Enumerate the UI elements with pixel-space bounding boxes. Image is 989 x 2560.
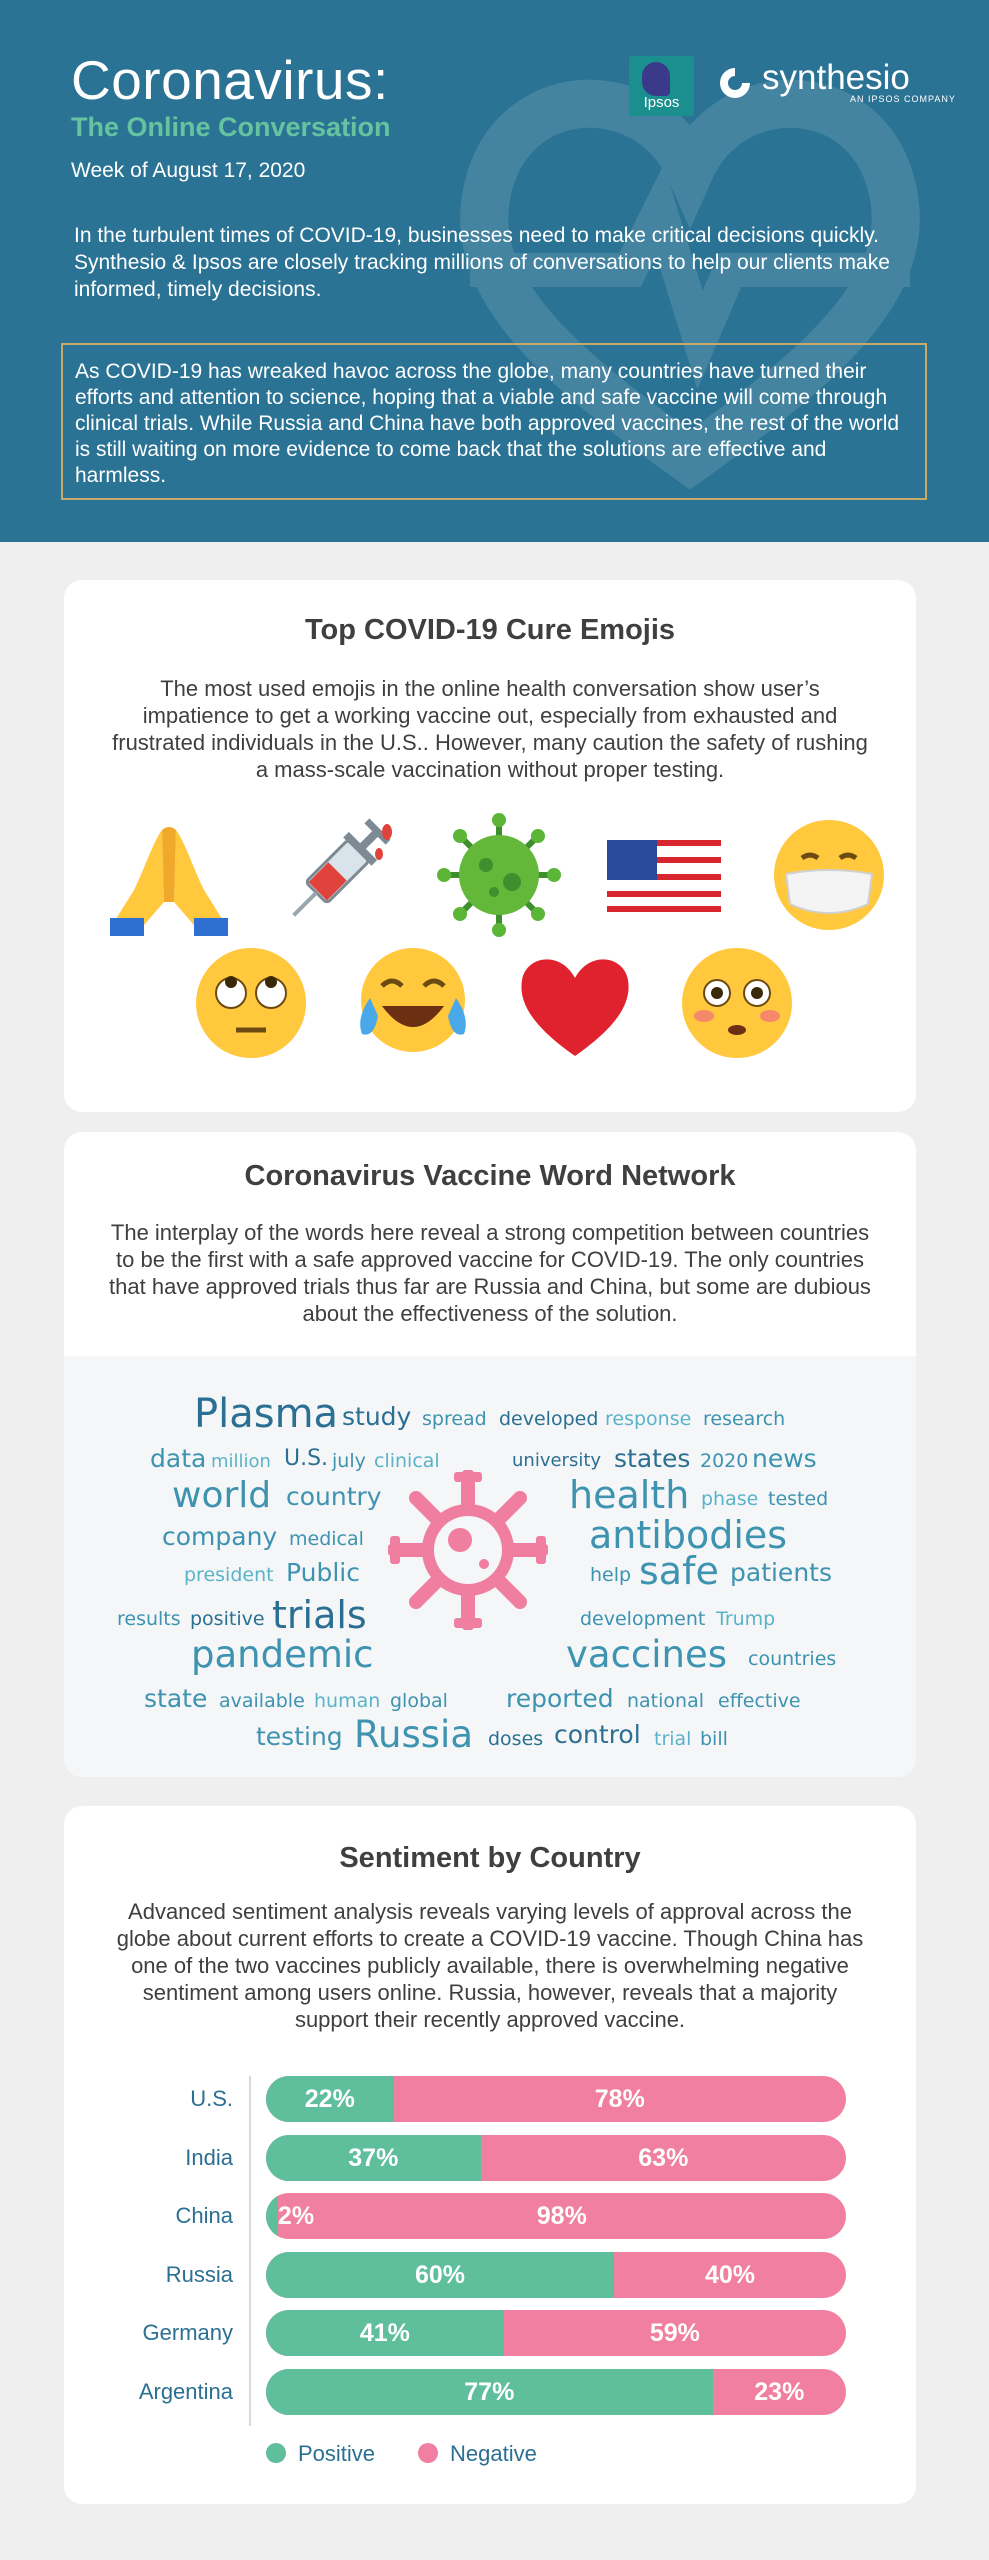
word: research bbox=[703, 1408, 786, 1430]
word: july bbox=[332, 1450, 366, 1472]
synthesio-logo-text: synthesio bbox=[762, 58, 910, 97]
word: patients bbox=[730, 1558, 832, 1587]
country-label: U.S. bbox=[190, 2086, 233, 2111]
word: global bbox=[390, 1690, 448, 1712]
negative-value-label: 63% bbox=[638, 2143, 689, 2172]
word: 2020 bbox=[700, 1450, 749, 1472]
negative-value-label: 40% bbox=[704, 2260, 756, 2289]
word-cloud bbox=[64, 1356, 916, 1777]
word: help bbox=[590, 1564, 632, 1586]
legend-positive-swatch bbox=[266, 2443, 286, 2463]
word: control bbox=[554, 1720, 641, 1749]
page-title: Coronavirus: bbox=[71, 49, 389, 111]
word: clinical bbox=[374, 1450, 440, 1472]
word: news bbox=[752, 1444, 817, 1473]
negative-value-label: 23% bbox=[754, 2377, 805, 2406]
negative-value-label: 59% bbox=[649, 2319, 700, 2347]
word: company bbox=[162, 1522, 278, 1551]
country-label: China bbox=[175, 2203, 233, 2228]
word: Russia bbox=[354, 1713, 474, 1756]
word: state bbox=[144, 1684, 208, 1713]
negative-value-label: 78% bbox=[594, 2085, 645, 2113]
page-subtitle: The Online Conversation bbox=[71, 112, 391, 142]
synthesio-swirl-icon bbox=[718, 66, 752, 100]
positive-value-label: 22% bbox=[304, 2085, 355, 2113]
sentiment-bar bbox=[266, 2076, 846, 2122]
positive-value-label: 60% bbox=[414, 2260, 466, 2289]
word: bill bbox=[700, 1728, 728, 1750]
synthesio-tagline: AN IPSOS COMPANY bbox=[850, 94, 956, 104]
word: Plasma bbox=[194, 1391, 339, 1437]
chart-axis bbox=[249, 2076, 251, 2426]
word: health bbox=[569, 1473, 690, 1517]
word-network-title: Coronavirus Vaccine Word Network bbox=[244, 1160, 736, 1192]
legend-negative-swatch bbox=[418, 2443, 438, 2463]
positive-value-label: 41% bbox=[359, 2319, 410, 2347]
word: tested bbox=[768, 1488, 829, 1510]
word-network-description: The interplay of the words here reveal a strong competition between countries to be the first with a safe approved vaccine for COVID-19. The only countries that have approved trials thus far are Russia and China, but some are dubious about the effectiveness of the solution. bbox=[109, 1220, 871, 1326]
word: phase bbox=[701, 1488, 759, 1510]
word: country bbox=[286, 1482, 382, 1511]
word: positive bbox=[190, 1608, 265, 1630]
sentiment-title: Sentiment by Country bbox=[339, 1842, 641, 1874]
positive-value-label: 77% bbox=[464, 2377, 515, 2406]
virus-icon bbox=[388, 1470, 548, 1630]
word: national bbox=[627, 1690, 705, 1712]
word: countries bbox=[748, 1648, 837, 1670]
red-heart-icon bbox=[510, 938, 640, 1068]
ipsos-logo-text: Ipsos bbox=[643, 94, 680, 111]
face-with-rolling-eyes-icon bbox=[186, 938, 316, 1068]
word: reported bbox=[506, 1684, 614, 1713]
word: trials bbox=[272, 1593, 367, 1637]
word: doses bbox=[488, 1728, 544, 1750]
ipsos-logo bbox=[629, 56, 694, 116]
word: human bbox=[314, 1690, 381, 1712]
word: results bbox=[117, 1608, 181, 1630]
word: U.S. bbox=[284, 1446, 329, 1471]
word: Public bbox=[286, 1558, 360, 1587]
sentiment-description: Advanced sentiment analysis reveals varying levels of approval across the globe about current efforts to create a COVID-19 vaccine. Though China has one of the two vaccines publicly available, there is overwhelming negative sentiment among users online. Russia, however, reveals that a majority support their recently approved vaccine. bbox=[116, 1899, 864, 2032]
sentiment-bar bbox=[266, 2193, 846, 2239]
word: spread bbox=[422, 1408, 487, 1430]
word: pandemic bbox=[191, 1633, 374, 1676]
sentiment-bar bbox=[266, 2310, 846, 2356]
positive-value-label: 37% bbox=[348, 2143, 399, 2172]
word: antibodies bbox=[589, 1513, 788, 1557]
word: response bbox=[605, 1408, 692, 1430]
emoji-card-title: Top COVID-19 Cure Emojis bbox=[304, 614, 676, 646]
us-flag-icon bbox=[599, 810, 729, 940]
positive-segment bbox=[266, 2193, 278, 2239]
emoji-card-description: The most used emojis in the online health conversation show user’s impatience to get a working vaccine out, especially from exhausted and frustrated individuals in the U.S.. However, many caution the safety of rushing a mass-scale vaccination without proper testing. bbox=[112, 676, 868, 782]
negative-value-label: 98% bbox=[536, 2202, 587, 2230]
word: world bbox=[172, 1475, 272, 1516]
microbe-icon bbox=[434, 810, 564, 940]
word: vaccines bbox=[566, 1633, 728, 1676]
word: million bbox=[211, 1451, 271, 1472]
flushed-face-icon bbox=[672, 938, 802, 1068]
legend-negative-label: Negative bbox=[450, 2441, 537, 2466]
word: development bbox=[580, 1608, 706, 1630]
sentiment-bar bbox=[266, 2135, 846, 2181]
word: safe bbox=[639, 1549, 719, 1593]
word: study bbox=[342, 1402, 412, 1431]
folded-hands-icon bbox=[104, 810, 234, 940]
word: president bbox=[184, 1564, 274, 1586]
week-label: Week of August 17, 2020 bbox=[71, 159, 306, 182]
positive-value-label: 2% bbox=[277, 2202, 315, 2230]
word: effective bbox=[718, 1690, 801, 1712]
word: developed bbox=[499, 1408, 599, 1430]
face-with-medical-mask-icon bbox=[764, 810, 894, 940]
legend-positive-label: Positive bbox=[298, 2441, 376, 2466]
sentiment-card bbox=[64, 1806, 916, 2504]
header-banner bbox=[0, 0, 989, 542]
country-label: Argentina bbox=[138, 2378, 233, 2404]
sentiment-bar bbox=[266, 2369, 846, 2415]
country-label: Germany bbox=[142, 2320, 233, 2345]
word: Trump bbox=[716, 1608, 776, 1630]
highlight-box: As COVID-19 has wreaked havoc across the globe, many countries have turned their efforts and attention to science, hoping that a viable and safe vaccine will come through clinical trials. While Russia and China have both approved vaccines, the rest of the world is still waiting on more evidence to come back that the solutions are effective and harmless. bbox=[61, 343, 927, 500]
country-label: Russia bbox=[165, 2261, 233, 2287]
word: testing bbox=[256, 1722, 343, 1751]
intro-text: In the turbulent times of COVID-19, businesses need to make critical decisions quickly. Synthesio & Ipsos are closely tracking millions of conversations to help our clients make informed, timely decisions. bbox=[74, 224, 890, 301]
ipsos-mark-icon bbox=[642, 62, 670, 96]
syringe-icon bbox=[269, 810, 399, 940]
word-network-card bbox=[64, 1132, 916, 1777]
word: medical bbox=[289, 1528, 364, 1550]
word: trial bbox=[654, 1728, 692, 1750]
word: university bbox=[512, 1450, 602, 1471]
word: states bbox=[614, 1444, 691, 1473]
face-with-tears-of-joy-icon bbox=[348, 938, 478, 1068]
word: data bbox=[150, 1444, 207, 1473]
country-label: India bbox=[185, 2144, 233, 2170]
sentiment-bar bbox=[266, 2252, 846, 2298]
emoji-card bbox=[64, 580, 916, 1112]
word: available bbox=[219, 1690, 305, 1712]
